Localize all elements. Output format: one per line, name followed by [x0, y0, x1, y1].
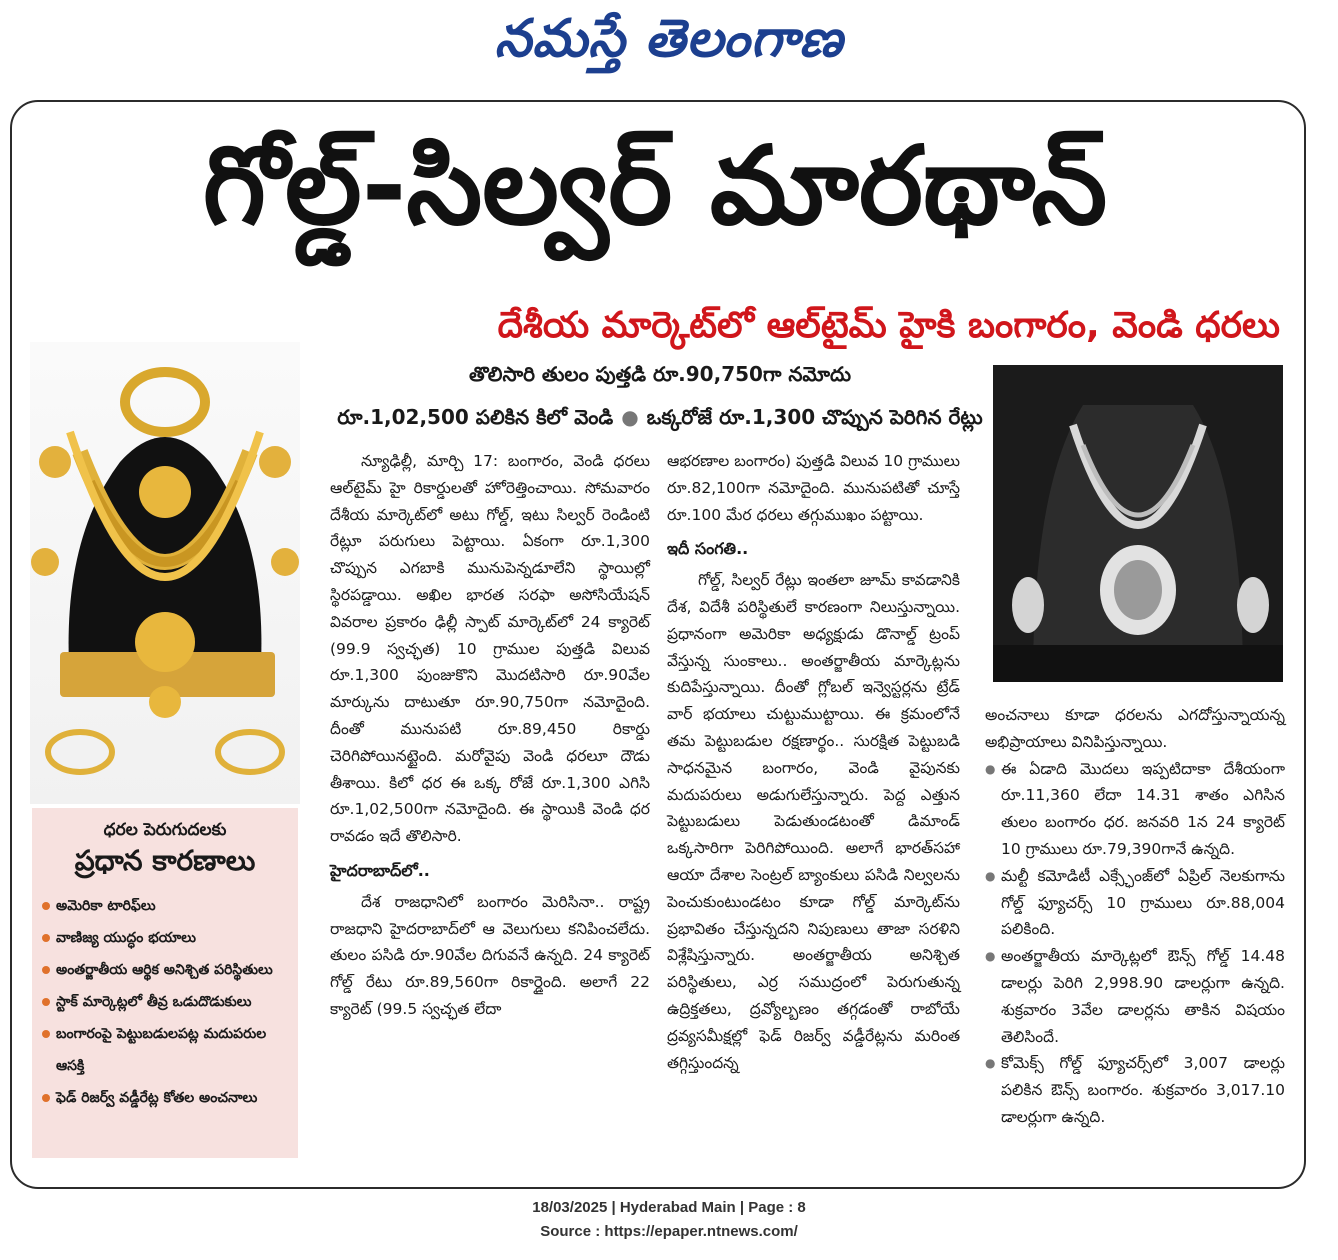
headline: గోల్డ్‌-సిల్వర్‌ మారథాన్‌	[202, 124, 1108, 249]
deck-line-2	[280, 405, 1040, 434]
footer-source: Source : https://epaper.ntnews.com/	[540, 1223, 798, 1240]
fact-item: ● అంతర్జాతీయ మార్కెట్లలో ఔన్స్‌ గోల్డ్‌ 14.48 డాలర్లు పెరిగి 2,998.90 డాలర్లుగా ఉన్నది. శుక్రవారం 3వేల డాలర్లను తాకిన విషయం తెలిసిందే.	[985, 943, 1285, 1050]
reasons-box-title: ప్రధాన కారణాలు	[74, 844, 256, 877]
masthead-logo: నమస్తే తెలంగాణ	[494, 8, 844, 69]
fact-item: ● ఈ ఏడాది మొదలు ఇప్పటిదాకా దేశీయంగా రూ.11,360 లేదా 14.31 శాతం ఎగిసిన తులం బంగారం ధర. జనవరి 1న 24 క్యారెట్‌ 10 గ్రాములు రూ.79,390గానే ఉన్నది.	[985, 756, 1285, 863]
deck-line-2b: ఒక్కరోజే రూ.1,300 చొప్పున పెరిగిన రేట్లు	[646, 405, 983, 429]
col1-paragraph-2: దేశ రాజధానిలో బంగారం మెరిసినా.. రాష్ట్ర రాజధాని హైదరాబాద్‌లో ఆ వెలుగులు కనిపించలేదు. తులం పసిడి రూ.90వేల దిగువనే ఉన్నది. 24 క్యారెట్‌ గోల్డ్‌ రేటు రూ.89,560గా రికార్డైంది. అలాగే 22 క్యారెట్‌ (99.5 స్వచ్ఛత లేదా	[330, 892, 650, 1018]
col1-paragraph-1: న్యూఢిల్లీ, మార్చి 17: బంగారం, వెండి ధరలు ఆల్‌టైమ్‌ హై రికార్డులతో హోరెత్తించాయి. సోమవారం దేశీయ మార్కెట్‌లో అటు గోల్డ్‌, ఇటు సిల్వర్‌ రెండింటి రేట్లూ పరుగులు పెట్టాయి. ఏకంగా రూ.1,300 చొప్పున ఎగబాకి మునుపెన్నడూలేని స్థాయిల్లో స్థిరపడ్డాయి. అఖిల భారత సరఫా అసోసియేషన్‌ వివరాల ప్రకారం ఢిల్లీ స్పాట్‌ మార్కెట్‌లో 24 క్యారెట్‌ (99.9 స్వచ్ఛత) 10 గ్రాముల పుత్తడి విలువ రూ.1,300 పుంజుకొని మొదటిసారి రూ.90వేల మార్కును దాటుతూ రూ.90,750గా నమోదైంది. దీంతో మునుపటి రూ.89,450 రికార్డు చెరిగిపోయినట్టైంది. మరోవైపు వెండి ధరలూ దౌడు తీశాయి. కిలో ధర ఈ ఒక్క రోజే రూ.1,300 ఎగిసి రూ.1,02,500గా నమోదైంది. ఈ స్థాయికి వెండి ధర రావడం ఇదే తొలిసారి.	[330, 452, 650, 846]
silver-jewellery-image	[993, 365, 1283, 682]
article-column-2	[667, 448, 960, 1076]
article-column-3	[985, 702, 1285, 1131]
reason-item: అంతర్జాతీయ ఆర్థిక అనిశ్చిత పరిస్థితులు	[42, 954, 292, 986]
reason-item: బంగారంపై పెట్టుబడులపట్ల మదుపరుల ఆసక్తి	[42, 1018, 292, 1082]
reason-item: స్టాక్‌ మార్కెట్లలో తీవ్ర ఒడుదొడుకులు	[42, 986, 292, 1018]
reason-item: వాణిజ్య యుద్ధం భయాలు	[42, 922, 292, 954]
col1-heading-hyderabad: హైదరాబాద్‌లో..	[330, 860, 430, 880]
col3-paragraph-1: అంచనాలు కూడా ధరలను ఎగదోస్తున్నాయన్న అభిప్రాయాలు వినిపిస్తున్నాయి.	[985, 706, 1285, 751]
col2-heading: ఇదీ సంగతి..	[667, 539, 749, 559]
footer-date-edition: 18/03/2025 | Hyderabad Main | Page : 8	[532, 1199, 806, 1216]
reasons-box-top: ధరల పెరుగుదలకు	[103, 820, 227, 840]
bullet-dot-icon: ●	[621, 405, 639, 429]
col2-paragraph-2: గోల్డ్‌, సిల్వర్‌ రేట్లు ఇంతలా జూమ్‌ కావడానికి దేశ, విదేశీ పరిస్థితులే కారణంగా నిలుస్తున్నాయి. ప్రధానంగా అమెరికా అధ్యక్షుడు డొనాల్డ్‌ ట్రంప్‌ వేస్తున్న సుంకాలు.. అంతర్జాతీయ మార్కెట్లను కుదిపేస్తున్నాయి. దీంతో గ్లోబల్‌ ఇన్వెస్టర్లను ట్రేడ్‌ వార్‌ భయాలు చుట్టుముట్టాయి. ఈ క్రమంలోనే తమ పెట్టుబడుల రక్షణార్థం.. సురక్షిత పెట్టుబడి సాధనమైన బంగారం, వెండి వైపునకు మదుపరులు అడుగులేస్తున్నారు. పెద్ద ఎత్తున పెట్టుబడులు పెడుతుండటంతో డిమాండ్‌ ఒక్కసారిగా పెరిగిపోయింది. అలాగే భారత్‌సహా ఆయా దేశాల సెంట్రల్‌ బ్యాంకులు పసిడి నిల్వలను పెంచుకుంటుండటం కూడా గోల్డ్‌ మార్కెట్‌ను ప్రభావితం చేస్తున్నదని నిపుణులు తాజా సరళిని విశ్లేషిస్తున్నారు. అంతర్జాతీయ అనిశ్చిత పరిస్థితులు, ఎర్ర సముద్రంలో పెరుగుతున్న ఉద్రిక్తతలు, ద్రవ్యోల్బణం తగ్గడంతో రాబోయే ద్రవ్యసమీక్షల్లో ఫెడ్‌ రిజర్వ్‌ వడ్డీరేట్లను మరింత తగ్గిస్తుందన్న	[667, 571, 960, 1072]
article-column-1	[330, 448, 650, 1023]
reasons-box	[32, 808, 298, 1158]
subheadline: దేశీయ మార్కెట్‌లో ఆల్‌టైమ్‌ హైకి బంగారం, వెండి ధరలు	[497, 305, 1280, 346]
reason-item: అమెరికా టారిఫ్‌లు	[42, 890, 292, 922]
fact-item: ● మల్టీ కమోడిటీ ఎక్స్ఛేంజ్‌లో ఏప్రిల్‌ నెలకుగాను గోల్డ్‌ ఫ్యూచర్స్‌ 10 గ్రాములు రూ.88,004 పలికింది.	[985, 863, 1285, 943]
deck-line-1: తొలిసారి తులం పుత్తడి రూ.90,750గా నమోదు	[468, 362, 851, 386]
reasons-list	[32, 890, 298, 1114]
deck-line-2a: రూ.1,02,500 పలికిన కిలో వెండి	[337, 405, 614, 429]
facts-list	[985, 756, 1285, 1131]
col2-paragraph-1: ఆభరణాల బంగారం) పుత్తడి విలువ 10 గ్రాములు రూ.82,100గా నమోదైంది. మునుపటితో చూస్తే రూ.100 మేర ధరలు తగ్గుముఖం పట్టాయి.	[667, 452, 960, 524]
gold-jewellery-image	[30, 342, 300, 804]
fact-item: ● కోమెక్స్‌ గోల్డ్‌ ఫ్యూచర్స్‌లో 3,007 డాలర్లు పలికిన ఔన్స్‌ బంగారం. శుక్రవారం 3,017.10 డాలర్లుగా ఉన్నది.	[985, 1050, 1285, 1130]
reason-item: ఫెడ్‌ రిజర్వ్‌ వడ్డీరేట్ల కోతల అంచనాలు	[42, 1082, 292, 1114]
footer	[0, 1196, 1338, 1244]
